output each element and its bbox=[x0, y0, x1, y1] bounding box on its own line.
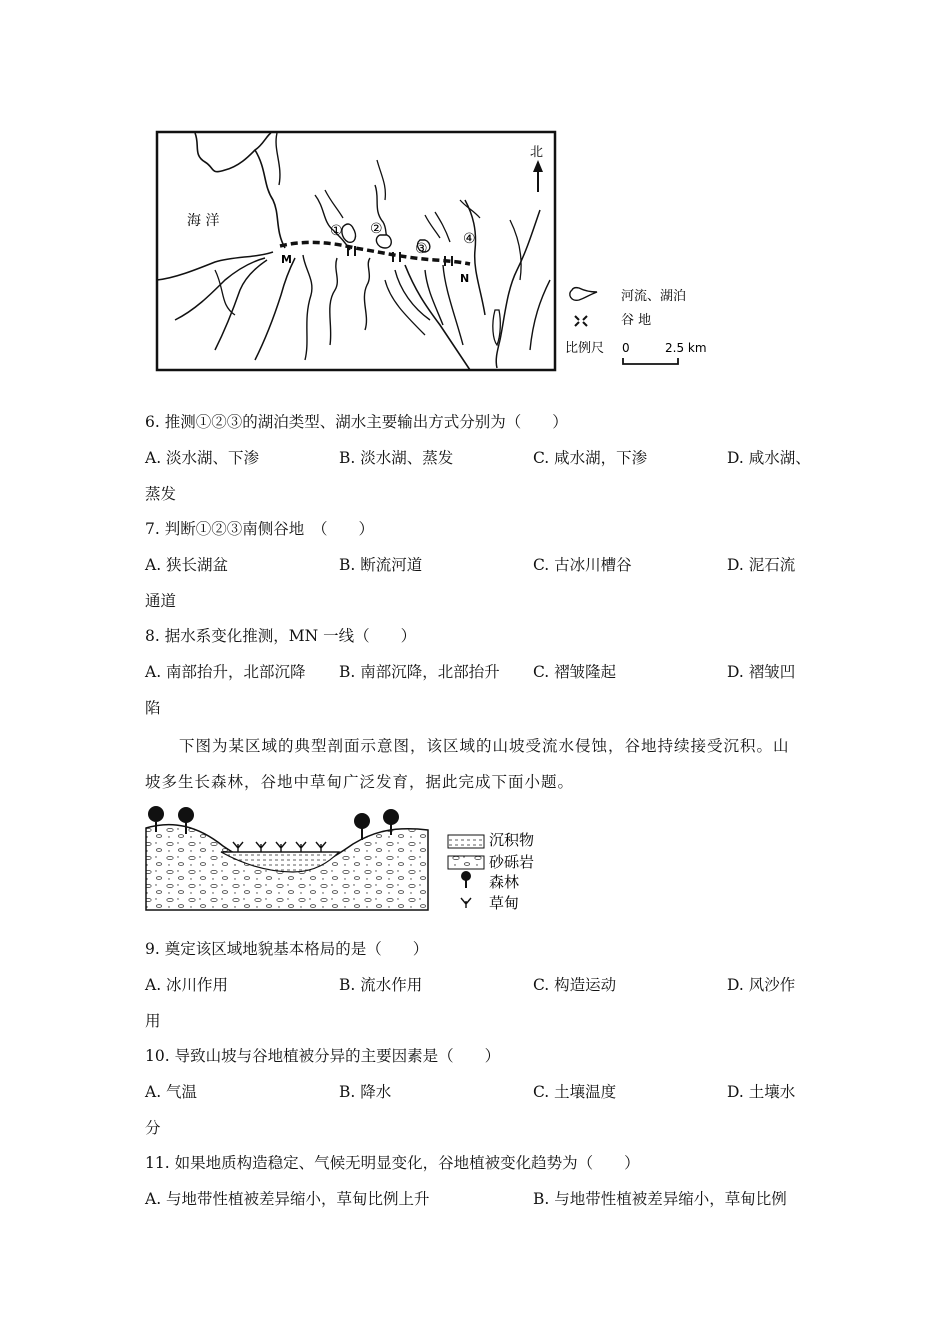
legend-river-lake: 河流、湖泊 bbox=[621, 289, 687, 304]
q10-option-d[interactable]: D. 土壤水 bbox=[727, 1083, 796, 1101]
q11-option-b[interactable]: B. 与地带性植被差异缩小，草甸比例 bbox=[533, 1190, 787, 1208]
legend-sediment: 沉积物 bbox=[489, 831, 535, 849]
river-west-3 bbox=[215, 260, 267, 350]
river-north-3 bbox=[425, 215, 440, 238]
q8-option-c[interactable]: C. 褶皱隆起 bbox=[533, 663, 617, 681]
river-mid-1 bbox=[303, 255, 312, 360]
river-west-5 bbox=[215, 270, 235, 315]
river-north-3b bbox=[435, 212, 450, 242]
label-n: N bbox=[460, 272, 470, 285]
river-mid-3 bbox=[364, 258, 370, 330]
q9-option-a[interactable]: A. 冰川作用 bbox=[145, 976, 229, 994]
grass-icon bbox=[276, 842, 286, 852]
scale-label: 比例尺 bbox=[565, 341, 605, 356]
coastline bbox=[255, 150, 285, 248]
q9-option-d-continued: 用 bbox=[145, 1012, 161, 1030]
river-map-svg bbox=[155, 130, 720, 375]
q7-option-b[interactable]: B. 断流河道 bbox=[339, 556, 423, 574]
scale-zero: 0 bbox=[622, 341, 630, 355]
q9-stem: 9. 奠定该区域地貌基本格局的是（ ） bbox=[145, 940, 429, 958]
q6-stem: 6. 推测①②③的湖泊类型、湖水主要输出方式分别为（ ） bbox=[145, 413, 568, 431]
profile-figure bbox=[143, 798, 553, 916]
profile-svg bbox=[143, 798, 553, 916]
river-trunk-trib-4 bbox=[385, 280, 425, 335]
q11-option-a[interactable]: A. 与地带性植被差异缩小，草甸比例上升 bbox=[145, 1190, 430, 1208]
q8-stem: 8. 据水系变化推测，MN 一线（ ） bbox=[145, 627, 417, 645]
q6-option-b[interactable]: B. 淡水湖、蒸发 bbox=[339, 449, 454, 467]
grass-icon bbox=[296, 842, 306, 852]
q9-option-b[interactable]: B. 流水作用 bbox=[339, 976, 423, 994]
intro-line-1: 下图为某区域的典型剖面示意图，该区域的山坡受流水侵蚀，谷地持续接受沉积。山 bbox=[179, 737, 790, 755]
river-north-2b bbox=[377, 160, 385, 200]
legend-meadow: 草甸 bbox=[489, 894, 520, 912]
narrow-lake-shape bbox=[493, 310, 500, 345]
grass-icon bbox=[233, 842, 243, 852]
q10-option-b[interactable]: B. 降水 bbox=[339, 1083, 392, 1101]
river-east-1 bbox=[465, 200, 485, 315]
q6-option-c[interactable]: C. 咸水湖，下渗 bbox=[533, 449, 648, 467]
intro-line-2: 坡多生长森林，谷地中草甸广泛发育，据此完成下面小题。 bbox=[145, 773, 575, 791]
q7-option-d-continued: 通道 bbox=[145, 592, 177, 610]
valley-markers bbox=[348, 246, 452, 266]
q8-option-d[interactable]: D. 褶皱凹 bbox=[727, 663, 796, 681]
river-west-1 bbox=[157, 252, 273, 280]
river-west-4 bbox=[255, 258, 295, 360]
q8-option-d-continued: 陷 bbox=[145, 699, 161, 717]
legend-forest: 森林 bbox=[489, 873, 520, 891]
lake-3-label: ③ bbox=[415, 241, 428, 257]
q6-option-d-continued: 蒸发 bbox=[145, 485, 177, 503]
river-east-4 bbox=[530, 280, 550, 350]
q10-stem: 10. 导致山坡与谷地植被分异的主要因素是（ ） bbox=[145, 1047, 501, 1065]
q6-option-a[interactable]: A. 淡水湖、下渗 bbox=[145, 449, 260, 467]
q9-option-d[interactable]: D. 风沙作 bbox=[727, 976, 796, 994]
q8-option-b[interactable]: B. 南部沉降，北部抬升 bbox=[339, 663, 500, 681]
q8-option-a[interactable]: A. 南部抬升，北部沉降 bbox=[145, 663, 306, 681]
river-west-2 bbox=[175, 258, 265, 320]
legend-lake-icon bbox=[570, 288, 597, 301]
north-arrow-icon bbox=[533, 160, 543, 172]
lake-1-shape bbox=[342, 224, 356, 242]
river-east-3 bbox=[510, 220, 521, 280]
scale-bar bbox=[623, 358, 678, 364]
q7-option-d[interactable]: D. 泥石流 bbox=[727, 556, 796, 574]
q9-option-c[interactable]: C. 构造运动 bbox=[533, 976, 617, 994]
q10-option-c[interactable]: C. 土壤温度 bbox=[533, 1083, 617, 1101]
legend-meadow-icon bbox=[461, 898, 471, 908]
legend-valley: 谷 地 bbox=[621, 313, 652, 328]
river-map-figure bbox=[155, 130, 720, 375]
scale-value: 2.5 km bbox=[665, 341, 707, 355]
coastline-north bbox=[195, 133, 271, 172]
legend-sediment-icon bbox=[448, 835, 484, 848]
q10-option-a[interactable]: A. 气温 bbox=[145, 1083, 198, 1101]
lake-1-label: ① bbox=[330, 223, 343, 239]
mn-line bbox=[280, 242, 470, 264]
legend-forest-icon bbox=[461, 871, 471, 888]
q6-option-d[interactable]: D. 咸水湖、 bbox=[727, 449, 811, 467]
label-m: M bbox=[281, 253, 292, 266]
lake-4-label: ④ bbox=[463, 231, 476, 247]
river-mid-2 bbox=[330, 258, 338, 345]
river-trunk-trib-1 bbox=[395, 270, 430, 320]
ocean-label: 海 洋 bbox=[187, 213, 220, 229]
north-label: 北 bbox=[530, 145, 544, 160]
river-north-1b bbox=[325, 190, 343, 218]
q7-option-a[interactable]: A. 狭长湖盆 bbox=[145, 556, 229, 574]
grass-icon bbox=[316, 842, 326, 852]
meadow-grass bbox=[233, 842, 326, 852]
legend-gravel-icon bbox=[448, 856, 484, 869]
river-coast-1 bbox=[276, 133, 280, 185]
river-east-1b bbox=[460, 200, 480, 218]
q7-option-c[interactable]: C. 古冰川槽谷 bbox=[533, 556, 632, 574]
legend-gravel: 砂砾岩 bbox=[489, 853, 535, 871]
legend-valley-icon bbox=[575, 316, 587, 326]
q7-stem: 7. 判断①②③南侧谷地 （ ） bbox=[145, 520, 374, 538]
q11-stem: 11. 如果地质构造稳定、气候无明显变化，谷地植被变化趋势为（ ） bbox=[145, 1154, 640, 1172]
lake-2-label: ② bbox=[370, 221, 383, 237]
grass-icon bbox=[256, 842, 266, 852]
q10-option-d-continued: 分 bbox=[145, 1119, 161, 1137]
